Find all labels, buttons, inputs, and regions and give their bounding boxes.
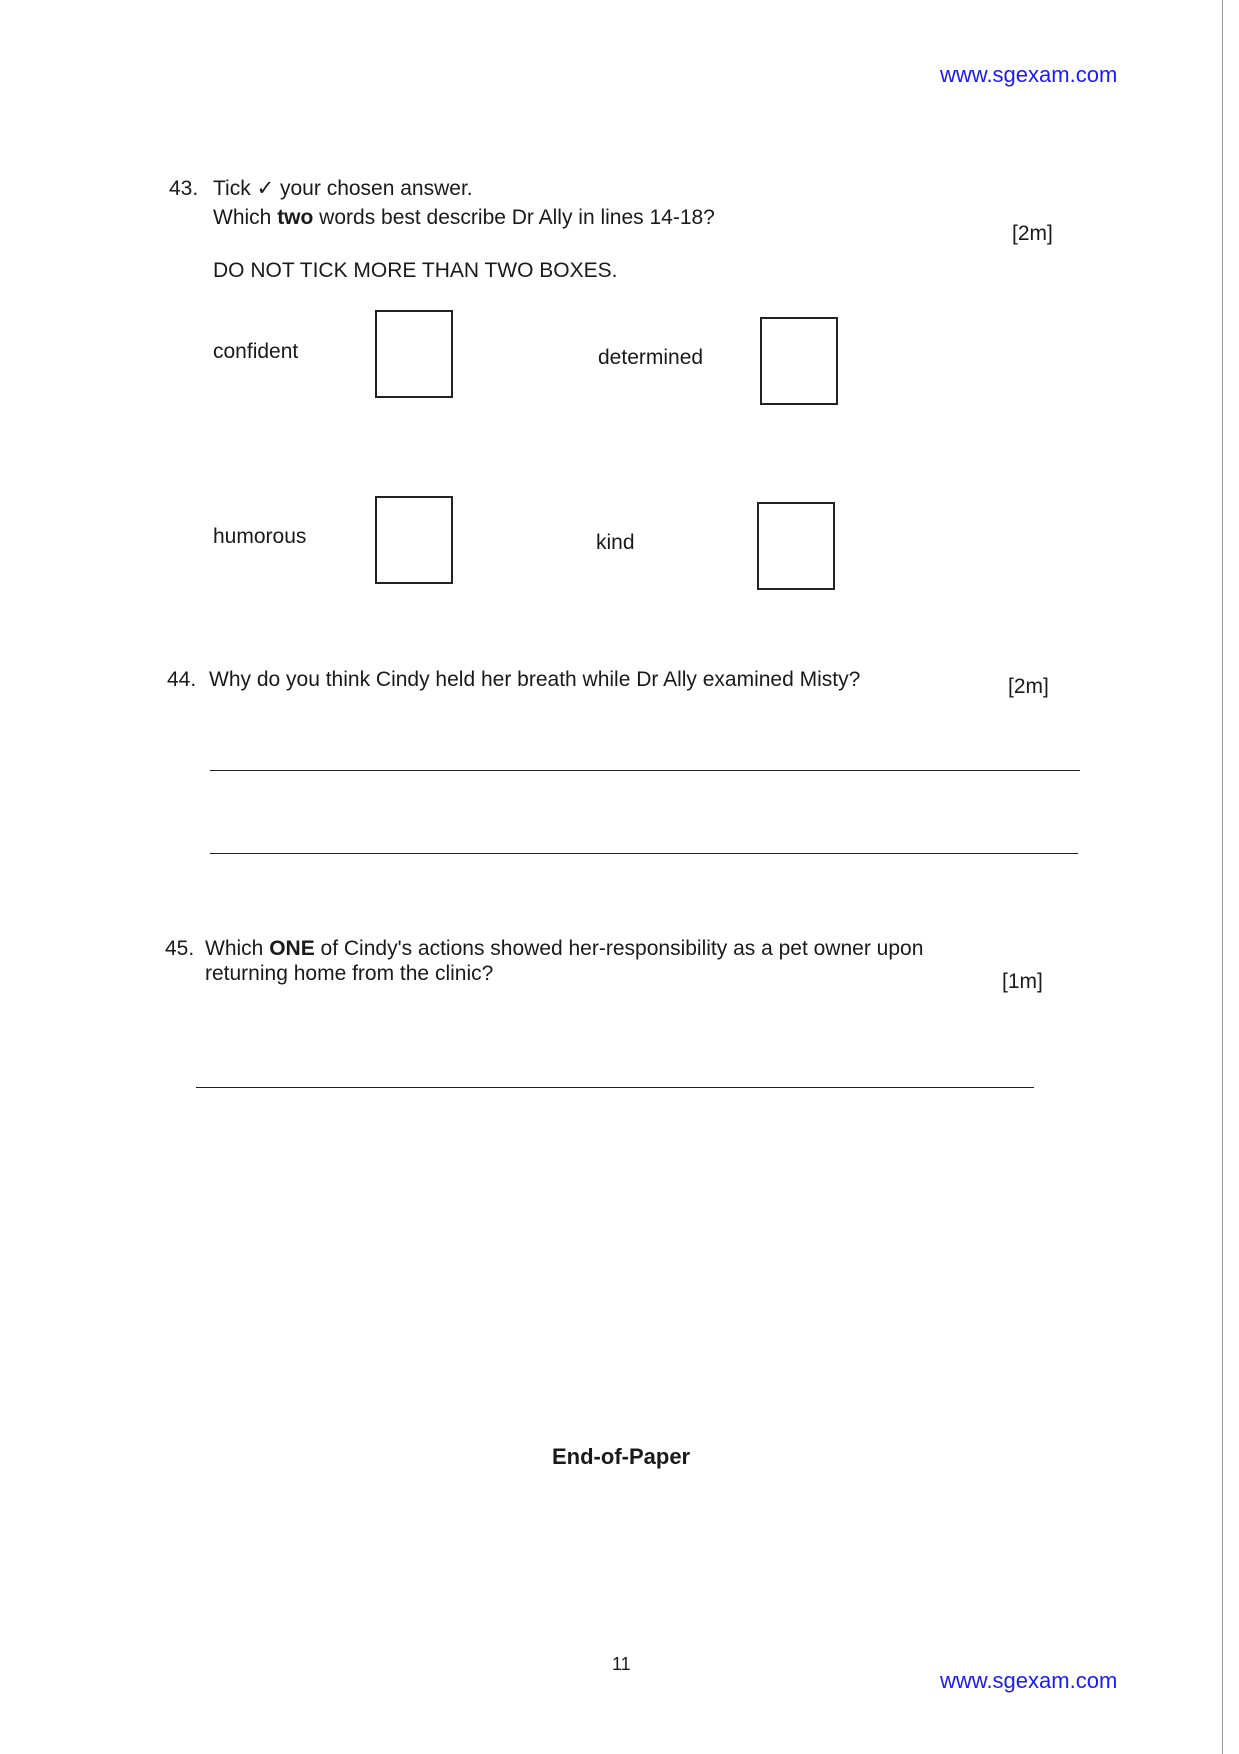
q45-line2: returning home from the clinic? [205, 962, 494, 985]
q43-stem-bold: two [277, 206, 314, 229]
q45-answer-line[interactable] [196, 1087, 1034, 1088]
end-of-paper: End-of-Paper [552, 1444, 691, 1469]
option-label-determined: determined [598, 346, 704, 369]
q44-answer-line-2[interactable] [210, 853, 1078, 854]
q43-stem-post: words best describe Dr Ally in lines 14-18? [313, 206, 715, 229]
q45-number: 45. [165, 937, 195, 960]
footer-watermark: www.sgexam.com [940, 1668, 1118, 1693]
page-edge-line [1222, 0, 1223, 1754]
q43-instruction-pre: Tick [213, 177, 257, 200]
q44-text: Why do you think Cindy held her breath while Dr Ally examined Misty? [209, 668, 861, 691]
q43-stem-pre: Which [213, 206, 278, 229]
q44-marks: [2m] [1008, 675, 1049, 698]
q44-answer-line-1[interactable] [210, 770, 1080, 771]
q43-instruction [213, 177, 473, 201]
q43-marks: [2m] [1012, 222, 1053, 245]
tick-box-kind[interactable] [757, 502, 835, 590]
tick-box-confident[interactable] [375, 310, 453, 398]
q45-marks: [1m] [1002, 970, 1043, 993]
q45-line1-bold: ONE [269, 937, 315, 960]
q43-number: 43. [169, 177, 199, 200]
q45-line1 [205, 937, 923, 961]
tick-box-determined[interactable] [760, 317, 838, 405]
header-watermark: www.sgexam.com [940, 62, 1118, 87]
q44-number: 44. [167, 668, 197, 691]
option-label-kind: kind [596, 531, 635, 554]
q45-line1-pre: Which [205, 937, 270, 960]
page-number: 11 [612, 1654, 631, 1674]
q43-instruction-post: your chosen answer. [274, 177, 473, 200]
tick-box-humorous[interactable] [375, 496, 453, 584]
tick-icon: ✓ [256, 177, 275, 200]
option-label-humorous: humorous [213, 525, 307, 548]
q43-warning: DO NOT TICK MORE THAN TWO BOXES. [213, 259, 618, 282]
option-label-confident: confident [213, 340, 299, 363]
q43-stem [213, 206, 715, 230]
q45-line1-post: of Cindy's actions showed her-responsibility as a pet owner upon [314, 937, 924, 960]
